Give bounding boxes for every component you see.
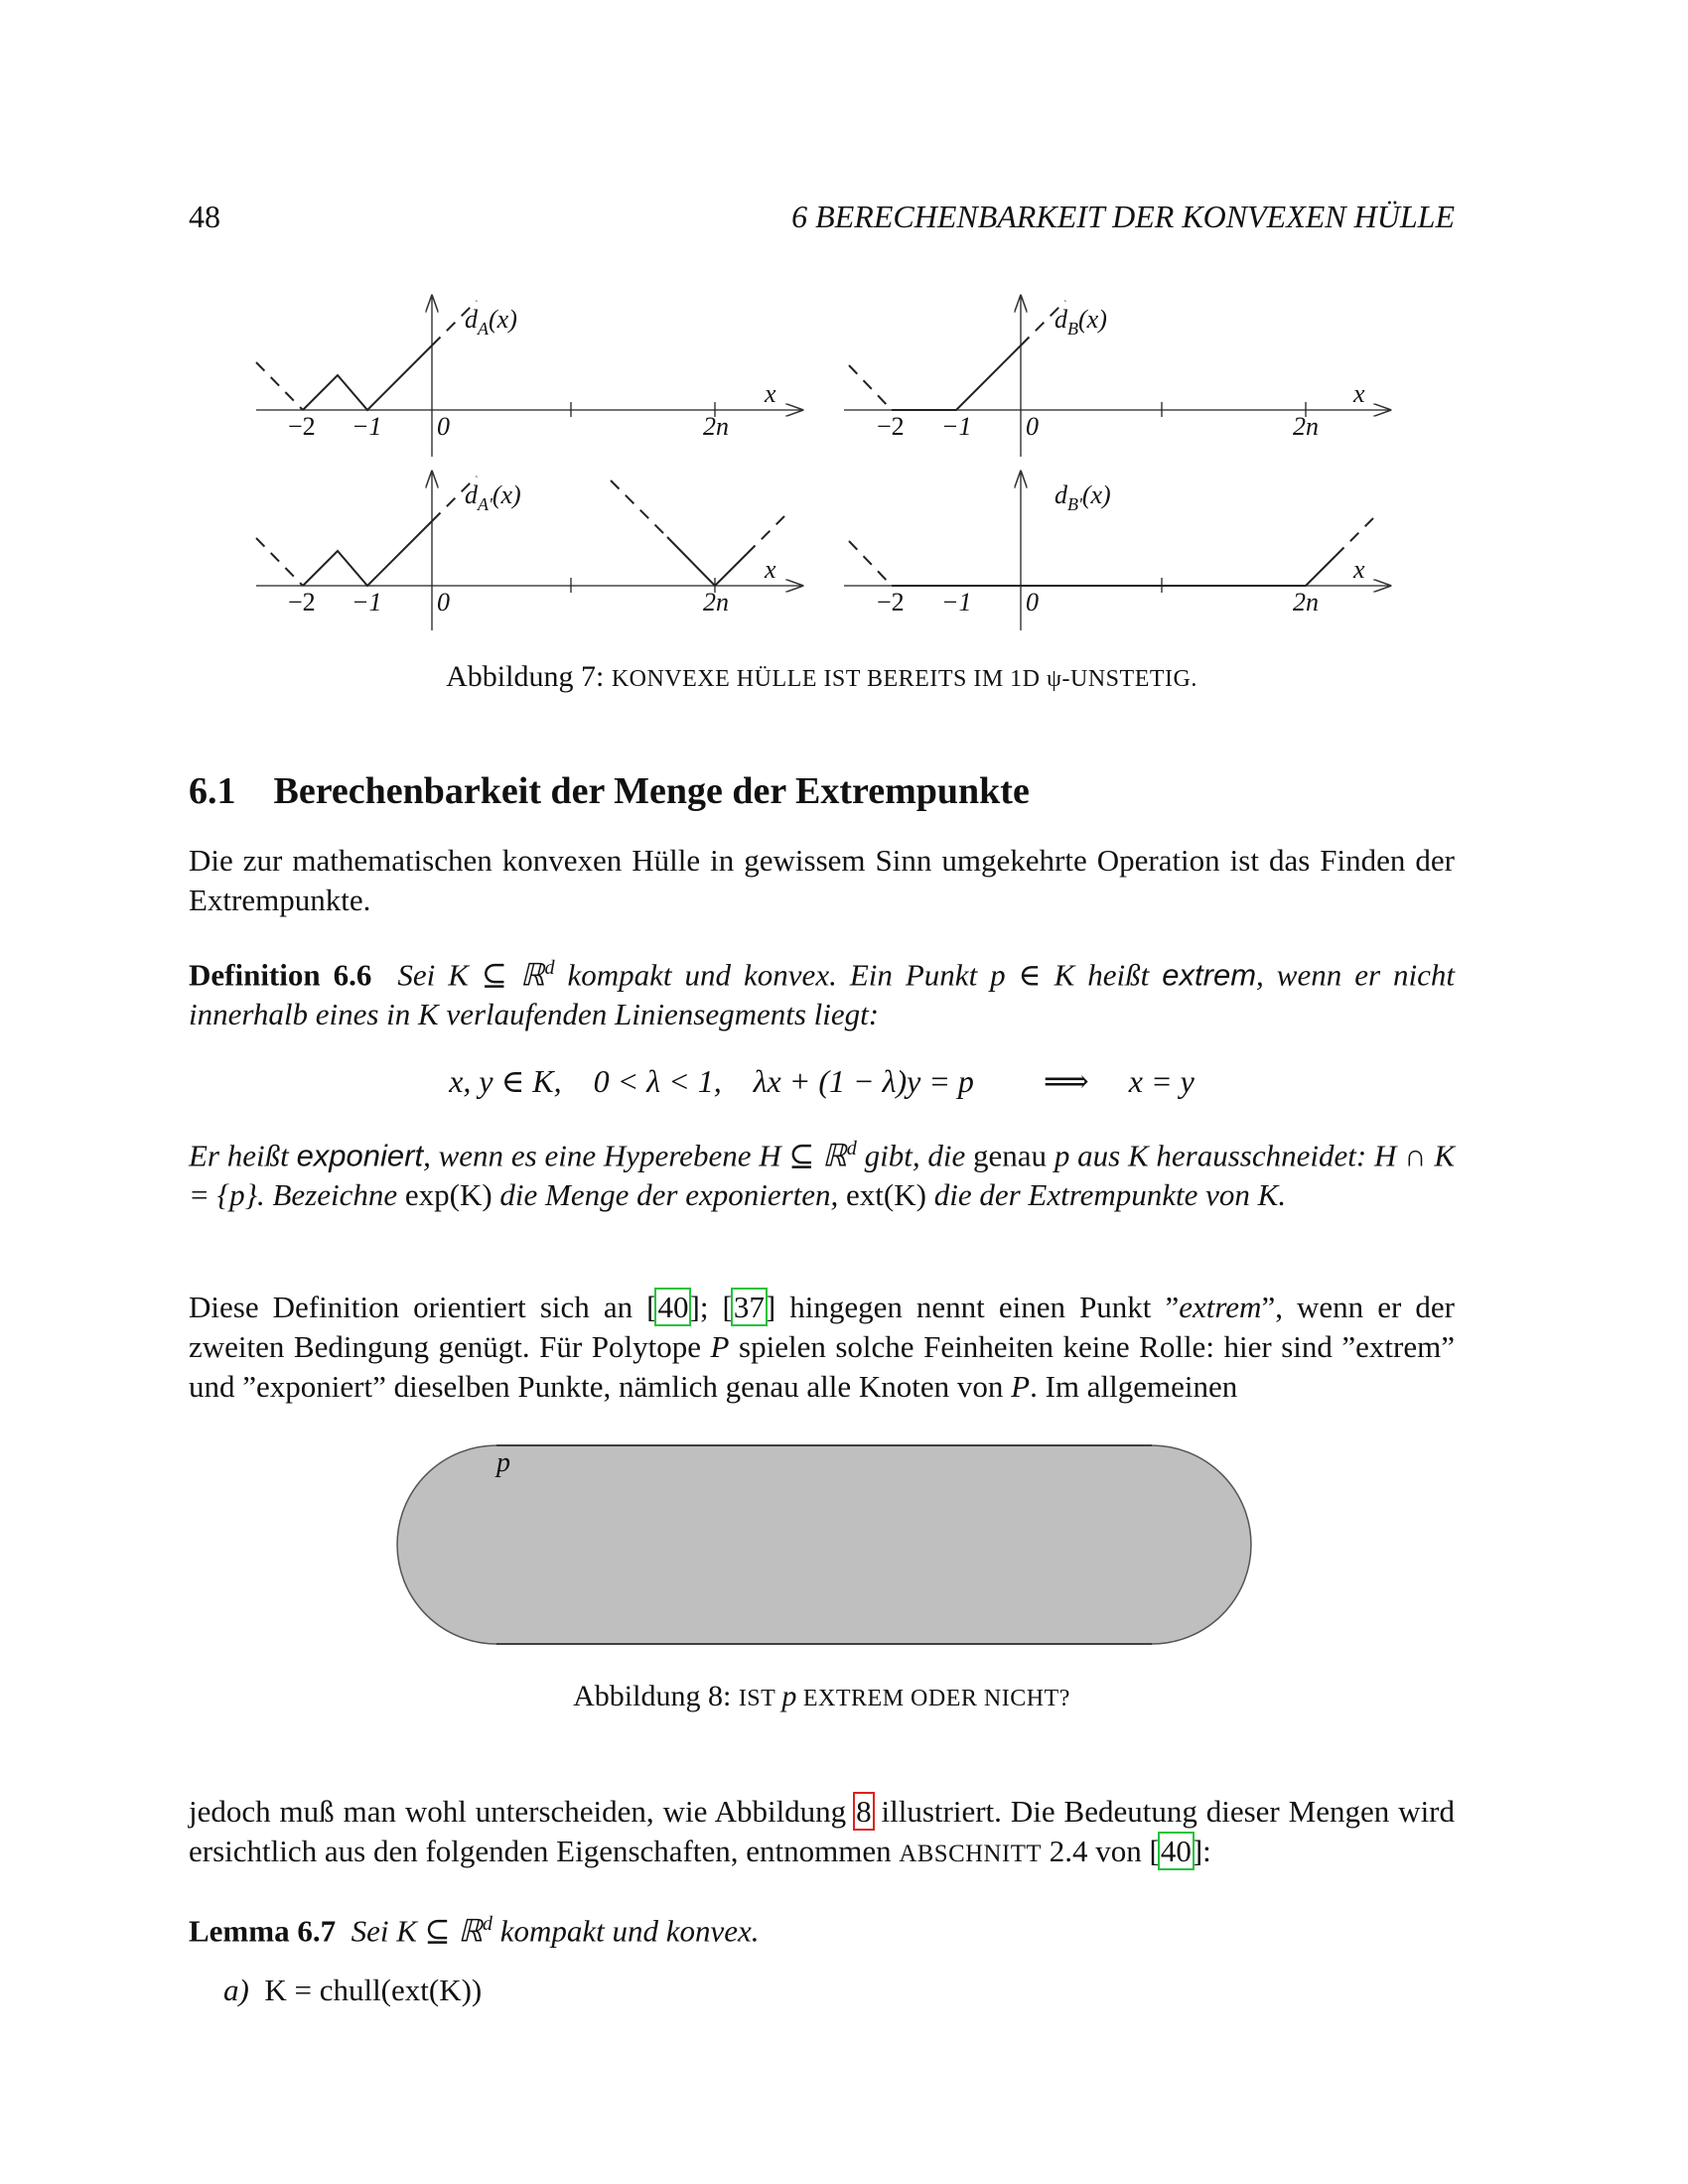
item-label: a) [223,1973,249,2007]
definition-text: die der Extrempunkte von K. [925,1177,1287,1213]
figure-8 [0,1430,1688,1668]
lemma-text: kompakt und konvex. [492,1913,760,1949]
tick-2n: 2n [1293,588,1319,616]
formula-left: x, y ∈ K, 0 < λ < 1, λx + (1 − λ)y = p [449,1063,974,1099]
label-main: d [465,480,478,509]
definition-text: , wenn er nicht innerhalb eines in K verlaufenden Liniensegments liegt: [189,957,1456,1032]
lemma-label: Lemma 6.7 [189,1913,337,1949]
caption-prefix: Abbildung 7: [446,660,612,693]
label-sub: B' [1067,494,1082,514]
label-sub: A' [478,494,492,514]
intro-paragraph: Die zur mathematischen konvexen Hülle in gewissem Sinn umgekehrte Operation ist das Finden der Extrempunkte. [189,843,1455,917]
section-heading [189,769,1030,813]
superscript-d: d [544,957,555,979]
svg-text:dB'(x) [1055,480,1111,514]
definition-text: Er heißt [189,1138,297,1173]
tick-0: 0 [437,412,450,441]
definition-text: p aus K herausschneidet: H ∩ K = {p}. Bezeichne [189,1138,1455,1213]
plot-dA-prime-labels [288,480,776,616]
tick-neg1: −1 [352,412,382,441]
caption-text: KONVEXE HÜLLE IST BEREITS IM 1D ψ-UNSTETIG. [611,666,1197,692]
tick-2n: 2n [1293,412,1319,441]
label-main: d [1055,480,1067,509]
superscript-d: d [482,1913,492,1935]
lemma-item-a [223,1971,1489,2010]
definition-exponiert [189,1129,1455,1215]
formula-right: x = y [1128,1063,1195,1099]
ext-K: ext(K) [846,1177,926,1213]
exp-K: exp(K) [404,1177,492,1213]
axis-label-x: x [765,555,776,584]
text: ”, wenn er der zweiten Bedingung genügt. Für Polytope [189,1290,1455,1364]
figure-7-caption [189,660,1455,694]
text: . Im allgemeinen [1030,1369,1238,1404]
caption-prefix: Abbildung 8: [573,1680,739,1712]
term-exponiert: exponiert [296,1138,424,1173]
item-text: K = chull(ext(K)) [264,1973,483,2007]
label-sub: A [478,319,489,339]
definition-text: , wenn es eine Hyperebene H ⊆ ℝ [423,1138,847,1173]
word-abschnitt: ABSCHNITT [899,1841,1043,1867]
stadium-shape [397,1445,1251,1644]
label-arg: (x) [492,480,521,509]
plot-dA-labels [288,305,776,441]
term-extrem: extrem [1162,957,1257,993]
symbol-P: P [710,1329,730,1364]
text: 2.4 von [1042,1834,1150,1868]
plot-dB-prime-labels [877,480,1365,616]
page-number: 48 [189,199,220,234]
tick-neg1: −1 [941,588,972,616]
section-title: Berechenbarkeit der Menge der Extrempunkte [273,770,1030,812]
definition-6-6 [189,948,1455,1034]
figure-link-8[interactable]: 8 [856,1794,872,1829]
label-main: d [465,305,478,334]
axis-label-x: x [1353,555,1365,584]
definition-text: Sei K ⊆ ℝ [397,957,545,993]
label-arg: (x) [1081,480,1111,509]
tick-neg2: −2 [877,412,905,441]
symbol-P: P [1011,1369,1031,1404]
svg-text:dB(x) [1055,305,1107,339]
tick-0: 0 [1026,412,1039,441]
text: : [1202,1834,1211,1868]
tick-neg1: −1 [352,588,382,616]
definition-label: Definition 6.6 [189,957,372,993]
figure-7 [0,0,1688,695]
caption-p: p [781,1680,797,1712]
tick-neg2: −2 [288,588,316,616]
word-extrem: extrem [1179,1290,1262,1324]
label-arg: (x) [1078,305,1107,334]
tick-neg1: −1 [941,412,972,441]
tick-neg2: −2 [288,412,316,441]
text: spielen solche Feinheiten keine Rolle: hier sind ”extrem” und ”exponiert” dieselben Punkte, nämlich genau alle Knoten von [189,1329,1455,1404]
text: ; [699,1290,723,1324]
point-label-p: p [496,1447,510,1478]
word-genau: genau [973,1138,1048,1173]
citation-link-40[interactable]: 40 [657,1290,689,1324]
figure-8-caption [189,1680,1455,1713]
text: jedoch muß man wohl unterscheiden, wie Abbildung [189,1794,856,1829]
text: hingegen nennt einen Punkt ” [775,1290,1180,1324]
definition-formula [189,1062,1455,1100]
citation-link-40[interactable]: 40 [1160,1834,1192,1868]
definition-text: die Menge der exponierten, [492,1177,847,1213]
citation-link-37[interactable]: 37 [733,1290,765,1324]
tick-0: 0 [437,588,450,616]
paragraph-3: jedoch muß man wohl unterscheiden, wie Abbildung 8 illustriert. Die Bedeutung dieser Mengen wird ersichtlich aus den folgenden Eigenschaften, entnommen ABSCHNITT 2.4 von [40]: [189,1794,1456,1868]
paragraph-2: Diese Definition orientiert sich an [40]; [37] hingegen nennt einen Punkt ”extrem”, wenn er der zweiten Bedingung genügt. Für Polytope P spielen solche Feinheiten keine Rolle: hier sind ”extrem” und ”exponiert” dieselben Punkte, nämlich genau alle Knoten von P. Im allgemeinen [189,1290,1455,1404]
text: Diese Definition orientiert sich an [189,1290,647,1324]
section-number: 6.1 [189,770,236,812]
running-title: 6 BERECHENBARKEIT DER KONVEXEN HÜLLE [791,199,1455,234]
definition-text: kompakt und konvex. Ein Punkt p ∈ K heißt [554,957,1163,993]
caption-text: EXTREM ODER NICHT? [796,1686,1070,1711]
text: illustriert. Die Bedeutung dieser Mengen wird ersichtlich aus den folgenden Eigenschaften, entnommen [189,1794,1456,1868]
svg-text:dA(x) [465,305,517,339]
caption-text: IST [738,1686,782,1711]
svg-text:dA'(x) [465,480,521,514]
implies-arrow: ⟹ [1043,1063,1089,1099]
label-sub: B [1067,319,1078,339]
tick-2n: 2n [703,412,729,441]
lemma-6-7 [189,1904,1455,1951]
definition-text: gibt, die [856,1138,974,1173]
lemma-text: Sei K ⊆ ℝ [351,1913,483,1949]
axis-label-x: x [1353,379,1365,408]
tick-2n: 2n [703,588,729,616]
tick-0: 0 [1026,588,1039,616]
label-main: d [1055,305,1067,334]
axis-label-x: x [765,379,776,408]
plot-dB-labels [877,305,1365,441]
tick-neg2: −2 [877,588,905,616]
superscript-d: d [846,1138,857,1160]
label-arg: (x) [489,305,517,334]
